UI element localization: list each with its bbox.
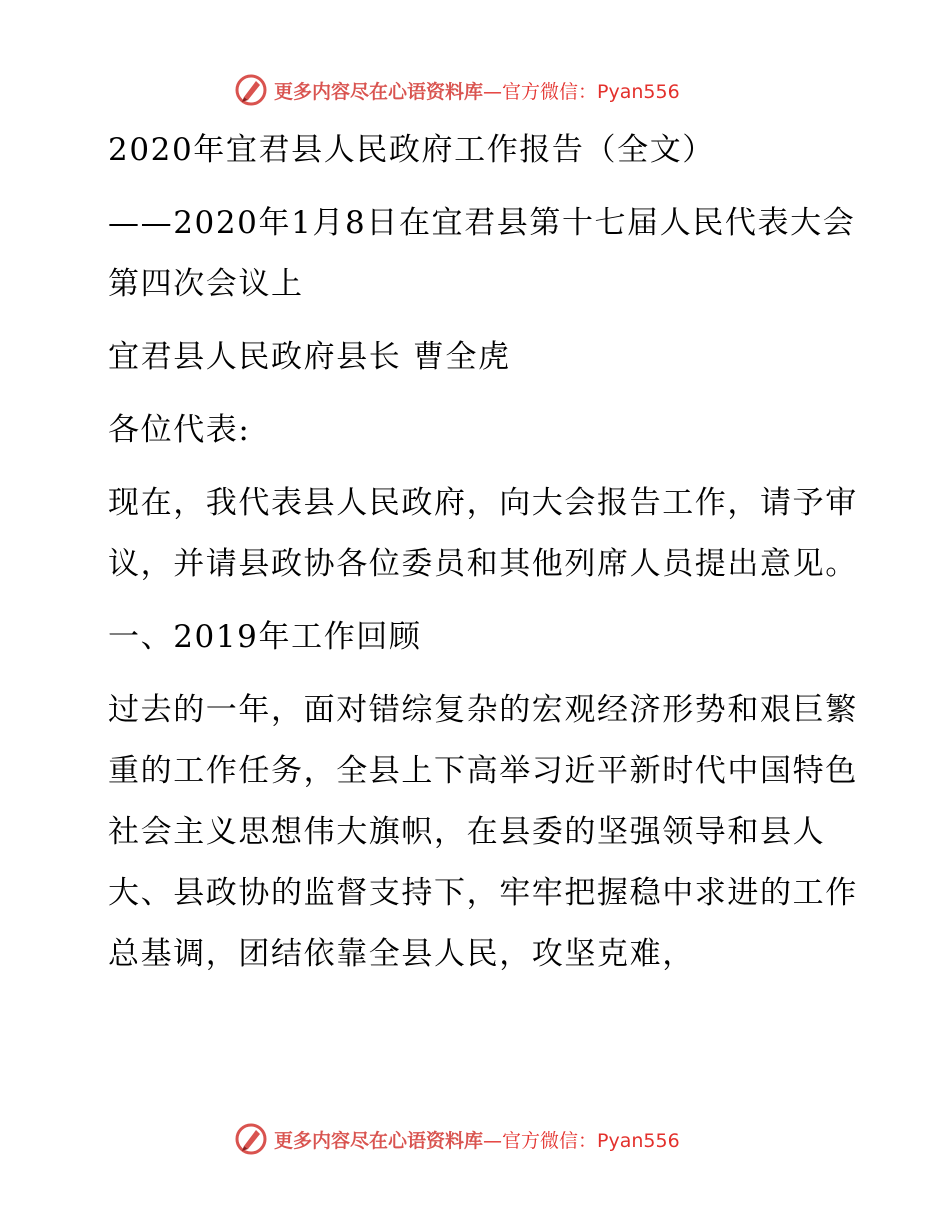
- document-title: 2020年宜君县人民政府工作报告（全文）: [108, 132, 715, 168]
- watermark-header: [234, 72, 680, 108]
- pen-logo-icon: [234, 1122, 268, 1156]
- pen-logo-icon: [234, 73, 268, 107]
- document-author: 宜君县人民政府县长 曹全虎: [108, 339, 511, 375]
- watermark-text: [274, 77, 680, 104]
- document-salutation: 各位代表:: [108, 412, 251, 448]
- watermark-wechat-id: Pyan556: [597, 80, 680, 103]
- document-intro: 现在，我代表县人民政府，向大会报告工作，请予审议，并请县政协各位委员和其他列席人员提出意见。: [108, 485, 858, 582]
- watermark-text: [274, 1126, 680, 1153]
- section-body: 过去的一年，面对错综复杂的宏观经济形势和艰巨繁重的工作任务，全县上下高举习近平新时代中国特色社会主义思想伟大旗帜，在县委的坚强领导和县人大、县政协的监督支持下，牢牢把握稳中求进的工作总基调，团结依靠全县人民，攻坚克难，: [108, 692, 858, 972]
- watermark-label: —官方微信：: [483, 80, 598, 103]
- section-heading: 一、2019年工作回顾: [108, 619, 422, 655]
- watermark-footer: [234, 1121, 680, 1157]
- watermark-wechat-id: Pyan556: [597, 1129, 680, 1152]
- document-body: [98, 120, 858, 997]
- watermark-site-name: 更多内容尽在心语资料库: [274, 1129, 484, 1152]
- watermark-site-name: 更多内容尽在心语资料库: [274, 80, 484, 103]
- document-subtitle: ——2020年1月8日在宜君县第十七届人民代表大会第四次会议上: [108, 205, 856, 302]
- watermark-label: —官方微信：: [483, 1129, 598, 1152]
